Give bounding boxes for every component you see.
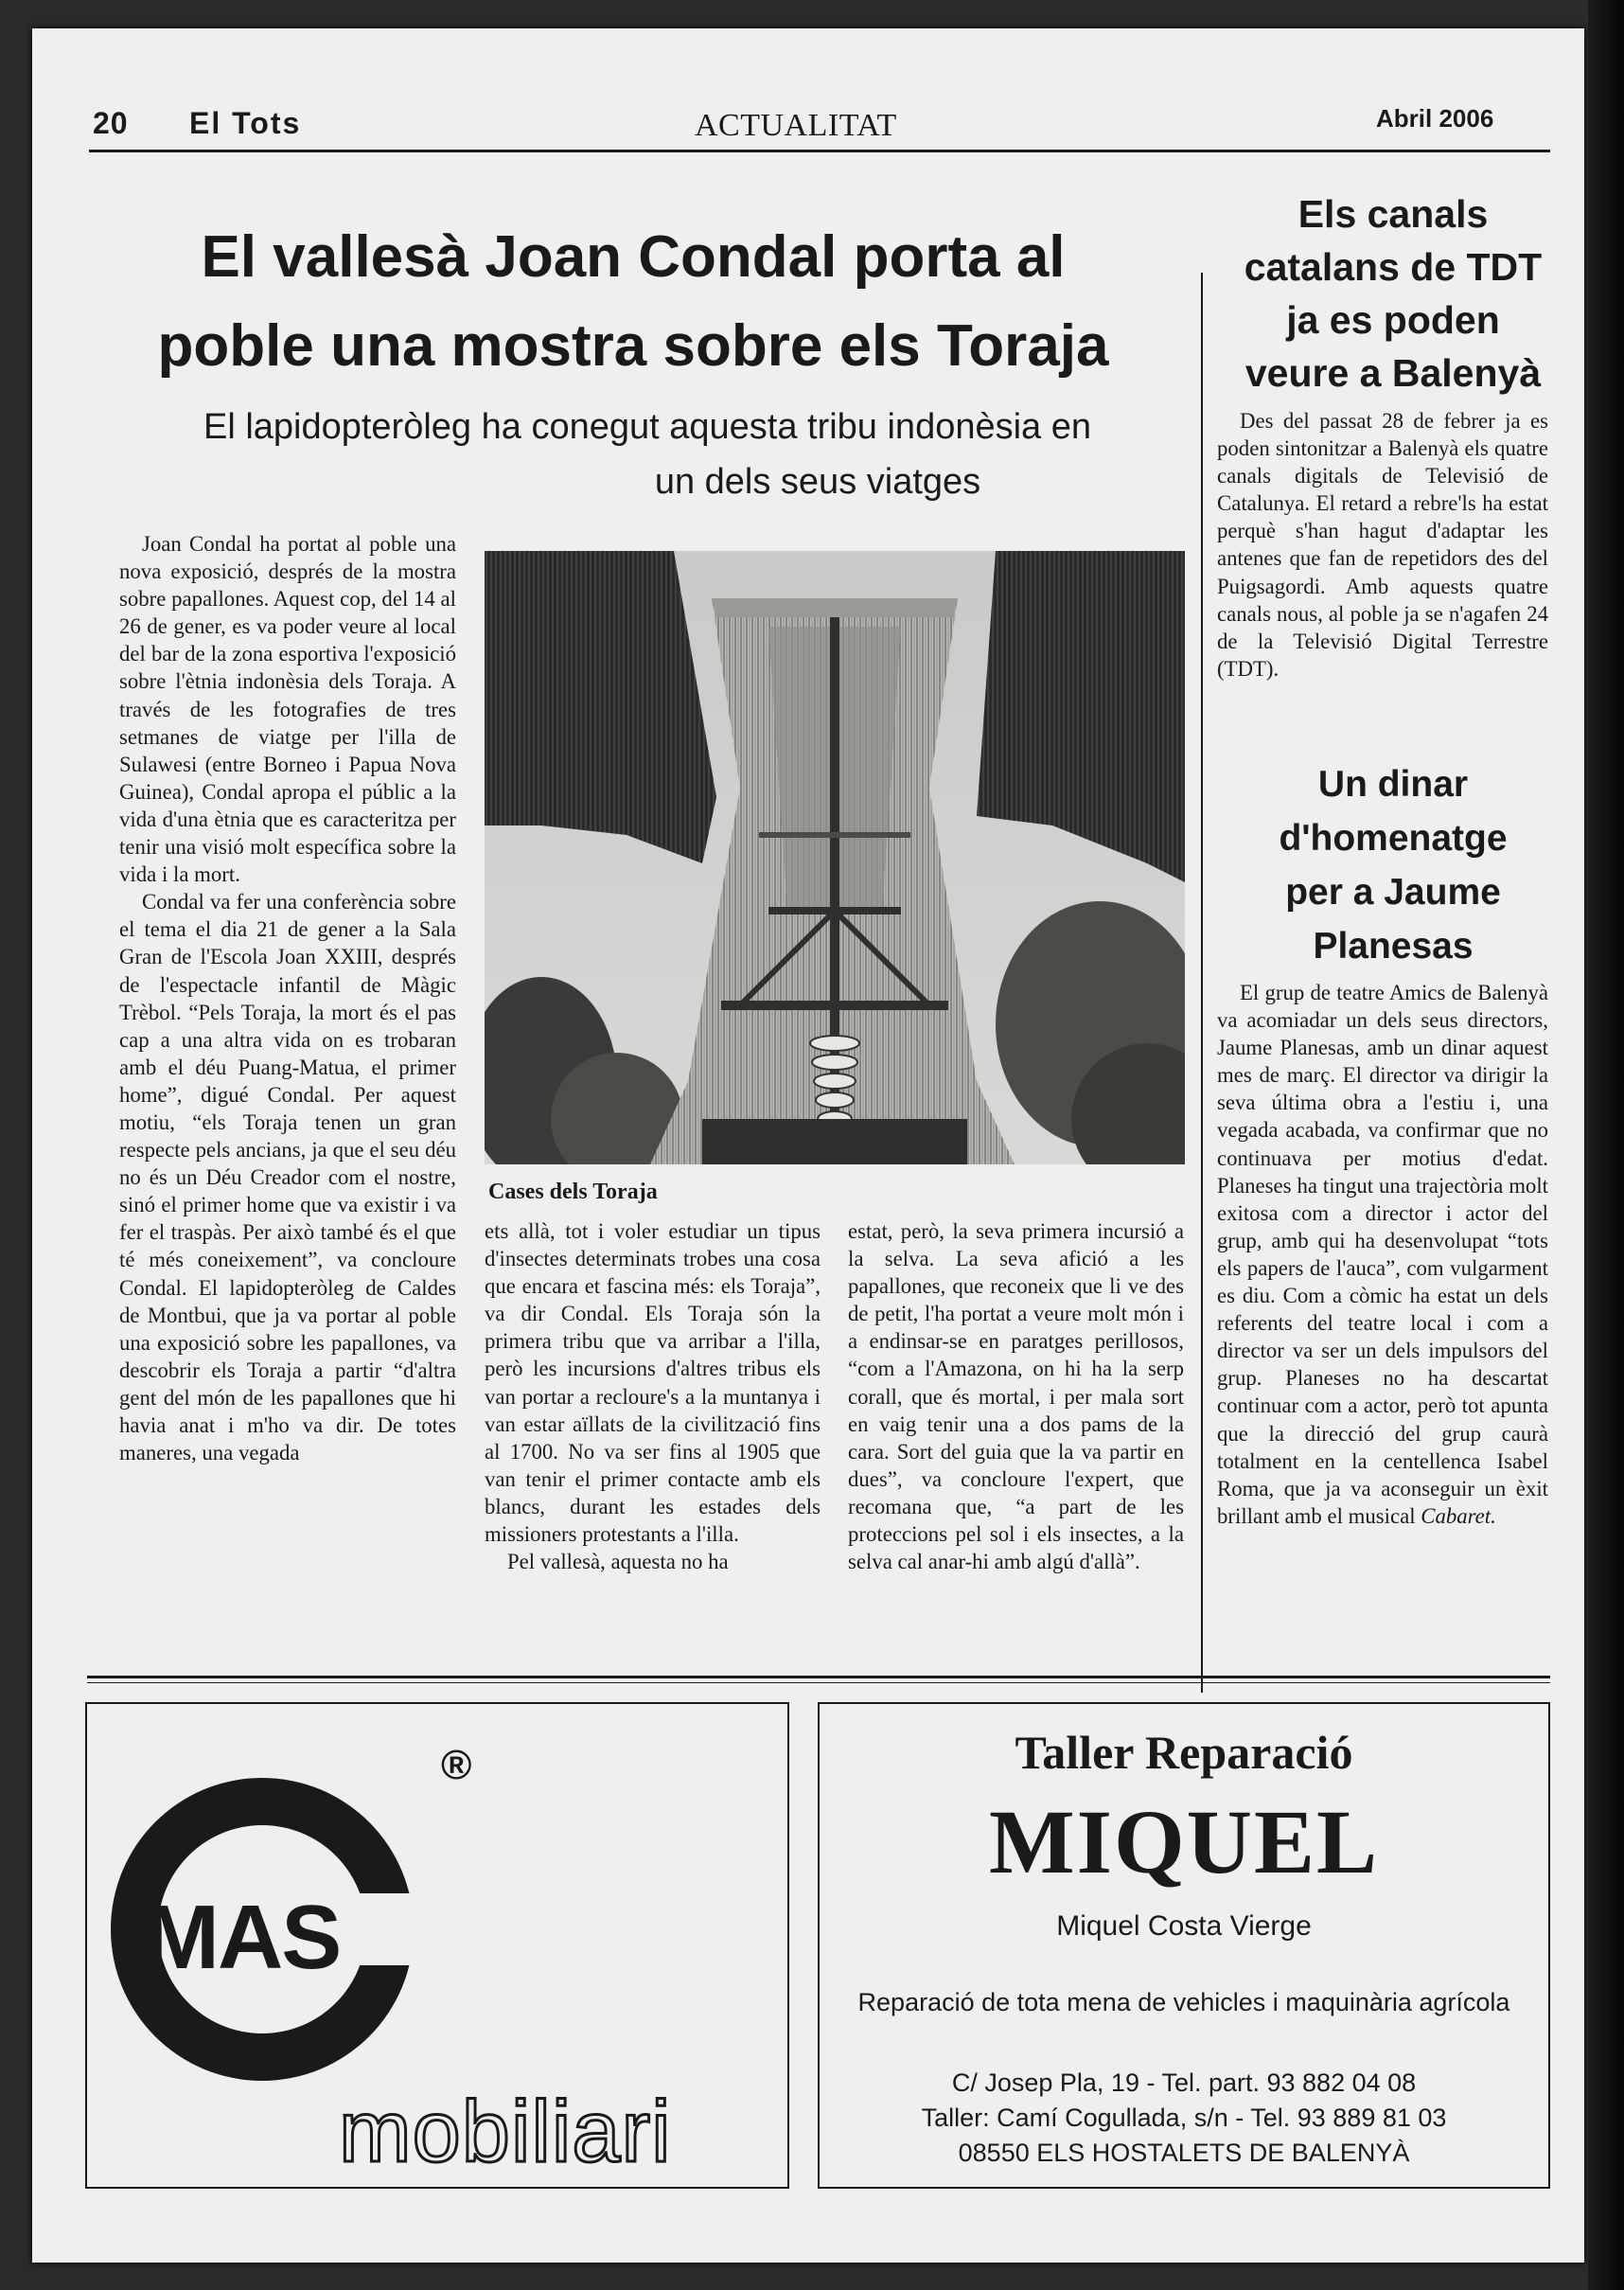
side-article-2-body — [1217, 979, 1548, 1530]
ad-mas-mobiliari — [85, 1702, 789, 2189]
article-column-3 — [848, 1217, 1184, 1575]
article-paragraph: Condal va fer una conferència sobre el tema el dia 21 de gener a la Sala Gran de l'Escola Joan XXIII, després de l'espectacle infantil de Màgic Trèbol. “Pels Toraja, la mort és el pas cap a una altra vida on es trobaran amb el déu Puang-Matua, el primer home”, digué Condal. Per aquest motiu, “els Toraja tenen un gran respecte pels ancians, ja que el seu déu no és un Déu Creador com el nostre, sinó el primer home que va existir i va fer el traspàs. Per això també és el que té més coneixement”, va concloure Condal. El lapidopteròleg de Caldes de Montbui, que ja va portar al poble una exposició sobre les papallones, va descobrir els Toraja a partir “d'altra gent del món de les papallones que hi havia anat i m'ho va dir. De totes maneres, una vegada — [119, 890, 456, 1465]
side-headline-line: Planesas — [1313, 926, 1474, 967]
headline-line-1: El vallesà Joan Condal porta al — [201, 224, 1066, 290]
side-headline-line: catalans de TDT — [1244, 245, 1543, 289]
header-rule — [89, 150, 1550, 152]
article-paragraph: ets allà, tot i voler estudiar un tipus d'insectes determinats trobes una cosa que encara et fascina més: els Toraja”, va dir Condal. Els Toraja són la primera tribu que va arribar a l'illa, però les incursions d'altres tribus els van portar a recloure's a la muntanya i van estar aïllats de la civilització fins al 1700. No va ser fins al 1905 que van tenir el primer contacte amb els blancs, durant les estades dels missioners protestants a l'illa. — [485, 1219, 821, 1547]
issue-date: Abril 2006 — [1376, 104, 1494, 133]
article-column-1 — [119, 530, 456, 1466]
side-article-2-text: El grup de teatre Amics de Balenyà va acomiadar un dels seus directors, Jaume Planesas, amb un dinar aquest mes de març. El director va dirigir la seva última obra a l'estiu i, una vegada acabada, va confirmar que no continuava per motius d'edat. Planeses ha tingut una trajectòria molt exitosa com a director i actor del grup, amb qui ha desenvolupat “tots els papers de l'auca”, com vulgarment es diu. Com a còmic ha estat un dels referents del teatre local i com a director va ser un dels impulsors del grup. Planeses no ha descartat continuar com a actor, però tot apunta que la direcció del grup caurà totalment en la centellenca Isabel Roma, que ja va aconseguir un èxit brillant amb el musical — [1217, 981, 1548, 1528]
mobiliari-tagline: mobiliari — [339, 2084, 672, 2180]
subhead-line-1: El lapidopteròleg ha conegut aquesta tribu indonèsia en — [203, 407, 1092, 447]
article-paragraph: Pel vallesà, aquesta no ha — [507, 1550, 729, 1574]
side-headline-line: ja es poden — [1286, 298, 1500, 342]
ad-title: Taller Reparació — [1015, 1726, 1353, 1779]
column-divider — [1201, 273, 1203, 1693]
section-title: ACTUALITAT — [695, 108, 897, 143]
article-column-2 — [485, 1217, 821, 1575]
registered-mark: ® — [441, 1742, 472, 1788]
side-headline-line: Un dinar — [1317, 764, 1469, 805]
ads-separator — [87, 1676, 1550, 1678]
ad-address-1: C/ Josep Pla, 19 - Tel. part. 93 882 04 08 — [951, 2068, 1417, 2097]
toraja-house-photo — [485, 551, 1185, 1164]
mas-logo-text: MAS — [144, 1887, 341, 1988]
side-headline-line: veure a Balenyà — [1244, 351, 1542, 395]
page-edge-shadow — [1588, 0, 1624, 2290]
ad-taller-miquel — [818, 1702, 1550, 2189]
side-headline-2 — [1213, 757, 1573, 973]
photo-caption: Cases dels Toraja — [488, 1180, 658, 1204]
newspaper-page — [32, 28, 1584, 2263]
ad-address-3: 08550 ELS HOSTALETS DE BALENYÀ — [958, 2139, 1410, 2167]
side-article-1-body — [1217, 407, 1548, 683]
headline-line-2: poble una mostra sobre els Toraja — [157, 313, 1109, 379]
ad-service: Reparació de tota mena de vehicles i maquinària agrícola — [857, 1988, 1510, 2016]
ad-address-2: Taller: Camí Cogullada, s/n - Tel. 93 889 81 03 — [921, 2104, 1447, 2132]
toraja-house-illustration — [485, 551, 1185, 1164]
side-headline-line: d'homenatge — [1279, 818, 1508, 859]
article-paragraph: Joan Condal ha portat al poble una nova exposició, després de la mostra sobre papallones. Aquest cop, del 14 al 26 de gener, es va poder veure al local del bar de la zona esportiva l'exposició sobre l'ètnia indonèsia dels Toraja. A través de les fotografies de tres setmanes de viatge per l'illa de Sulawesi (entre Borneo i Papua Nova Guinea), Condal apropa el públic a la vida d'una ètnia que es caracteritza per tenir una visió molt específica sobre la vida i la mort. — [119, 532, 456, 887]
article-paragraph — [1217, 979, 1548, 1530]
publication-name: El Tots — [189, 106, 302, 140]
article-paragraph: Des del passat 28 de febrer ja es poden sintonitzar a Balenyà els quatre canals digitals de Televisió de Catalunya. El retard a rebre'ls ha estat perquè s'han hagut d'adaptar les antenes que fan de repetidors des del Puigsagordi. Amb aquests quatre canals nous, al poble ja se n'agafen 24 de la Televisió Digital Terrestre (TDT). — [1217, 409, 1548, 681]
ad-business-name: MIQUEL — [988, 1791, 1380, 1892]
side-headline-line: Els canals — [1297, 192, 1489, 236]
side-headline-1 — [1213, 187, 1573, 399]
musical-title: Cabaret. — [1421, 1503, 1496, 1528]
page-number: 20 — [93, 106, 129, 140]
side-headline-line: per a Jaume — [1285, 872, 1501, 913]
subhead-line-2: un dels seus viatges — [654, 462, 981, 502]
ad-owner: Miquel Costa Vierge — [1056, 1910, 1312, 1942]
main-headline — [98, 213, 1168, 391]
article-paragraph: estat, però, la seva primera incursió a la selva. La seva afició a les papallones, que reconeix que li ve des de petit, l'ha portat a veure molt món i a endinsar-se en paratges perillosos, “com a l'Amazona, on hi ha la serp corall, que és mortal, i per mala sort en vaig tenir una a dos pams de la cara. Sort del guia que la va partir en dues”, va concloure l'expert, que recomana que, “a part de les proteccions pel sol i els insectes, a la selva cal anar-hi amb algú d'allà”. — [848, 1219, 1184, 1574]
ads-separator-thin — [87, 1682, 1550, 1683]
main-subhead — [127, 399, 1168, 509]
